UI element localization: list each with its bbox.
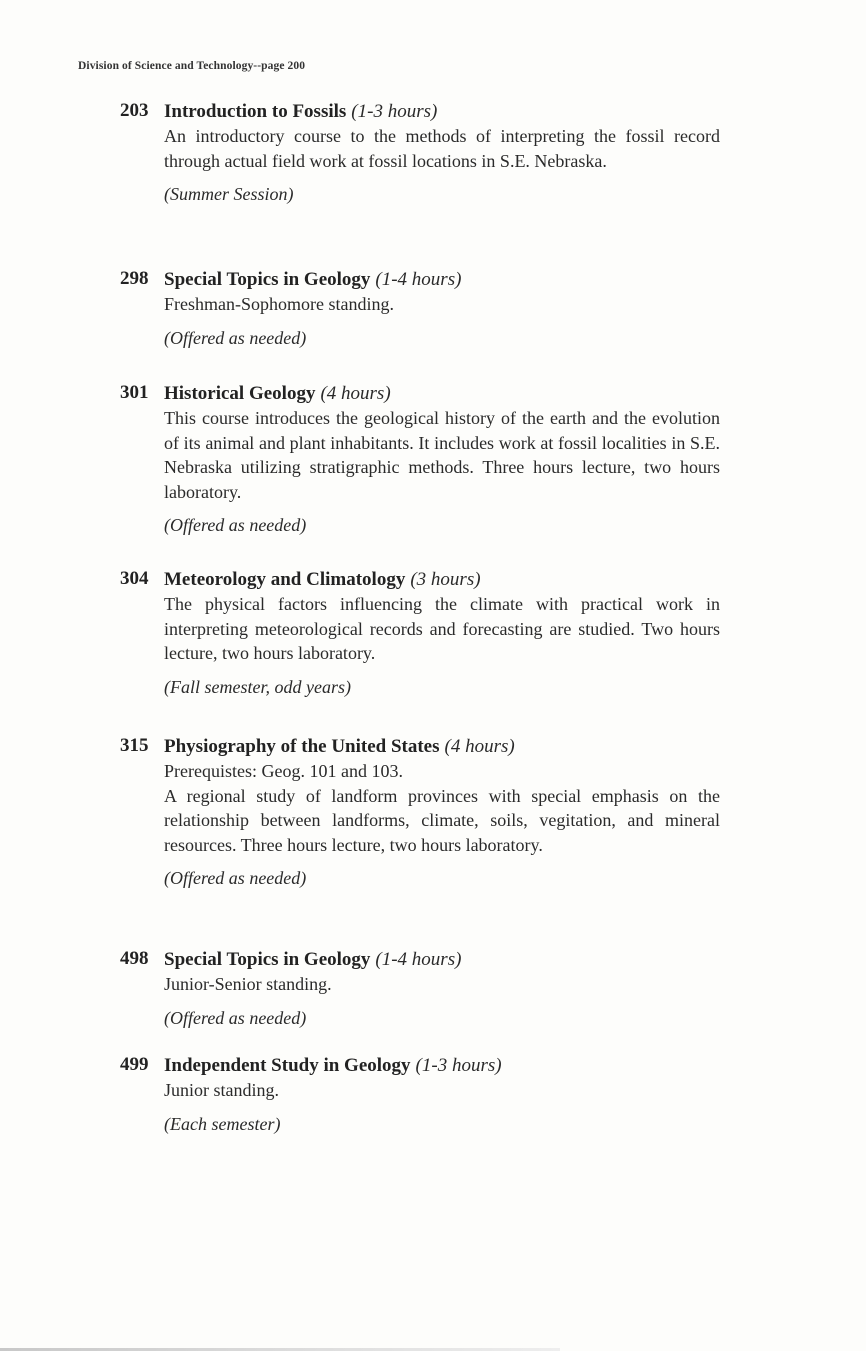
course-title: Introduction to Fossils	[164, 101, 347, 122]
course-title: Special Topics in Geology	[164, 949, 371, 970]
course-entry	[120, 268, 720, 382]
course-title: Special Topics in Geology	[164, 269, 371, 290]
course-number: 301	[120, 382, 149, 403]
course-heading	[164, 568, 720, 592]
course-description: The physical factors influencing the climate with practical work in interpreting meteorological records and forecasting are studied. Two hours lecture, two hours laboratory.	[164, 594, 720, 663]
page-header: Division of Science and Technology--page 200	[78, 60, 306, 72]
course-entry	[120, 735, 720, 948]
course-prerequisite: Prerequistes: Geog. 101 and 103.	[164, 761, 403, 781]
course-hours: (1-4 hours)	[375, 949, 462, 970]
course-hours: (4 hours)	[444, 736, 515, 757]
course-heading	[164, 1054, 720, 1078]
course-heading	[164, 948, 720, 972]
course-number: 498	[120, 948, 149, 969]
course-title: Independent Study in Geology	[164, 1055, 411, 1076]
course-number: 315	[120, 735, 149, 756]
course-offering: (Fall semester, odd years)	[164, 676, 351, 697]
course-number: 203	[120, 100, 149, 121]
course-prerequisite: Freshman-Sophomore standing.	[164, 294, 394, 314]
course-heading	[164, 382, 720, 406]
course-number: 499	[120, 1054, 149, 1075]
course-hours: (3 hours)	[410, 569, 481, 590]
course-hours: (1-3 hours)	[351, 101, 438, 122]
course-title: Historical Geology	[164, 383, 316, 404]
course-heading	[164, 268, 720, 292]
course-list	[120, 100, 720, 1154]
course-heading	[164, 100, 720, 124]
course-offering: (Offered as needed)	[164, 1007, 307, 1028]
course-entry	[120, 568, 720, 735]
course-description: A regional study of landform provinces with special emphasis on the relationship between landforms, climate, soils, vegitation, and mineral resources. Three hours lecture, two hours laboratory.	[164, 785, 720, 855]
course-description: This course introduces the geological history of the earth and the evolution of its animal and plant inhabitants. It includes work at fossil localities in S.E. Nebraska utilizing stratigraphic methods. Three hours lecture, two hours laboratory.	[164, 408, 720, 502]
course-entry	[120, 100, 720, 268]
course-offering: (Offered as needed)	[164, 327, 307, 348]
course-heading	[164, 735, 720, 759]
course-offering: (Offered as needed)	[164, 868, 307, 888]
course-description: An introductory course to the methods of interpreting the fossil record through actual field work at fossil locations in S.E. Nebraska.	[164, 126, 720, 171]
course-offering: (Summer Session)	[164, 184, 294, 204]
course-offering: (Offered as needed)	[164, 515, 307, 535]
course-title: Physiography of the United States	[164, 736, 440, 757]
course-offering: (Each semester)	[164, 1113, 281, 1134]
course-title: Meteorology and Climatology	[164, 569, 406, 590]
course-number: 304	[120, 568, 149, 589]
course-entry	[120, 1054, 720, 1154]
course-hours: (1-4 hours)	[375, 269, 462, 290]
course-entry	[120, 948, 720, 1054]
course-prerequisite: Junior standing.	[164, 1080, 279, 1100]
course-number: 298	[120, 268, 149, 289]
course-hours: (1-3 hours)	[415, 1055, 502, 1076]
course-hours: (4 hours)	[320, 383, 391, 404]
course-prerequisite: Junior-Senior standing.	[164, 974, 332, 994]
course-entry	[120, 382, 720, 568]
